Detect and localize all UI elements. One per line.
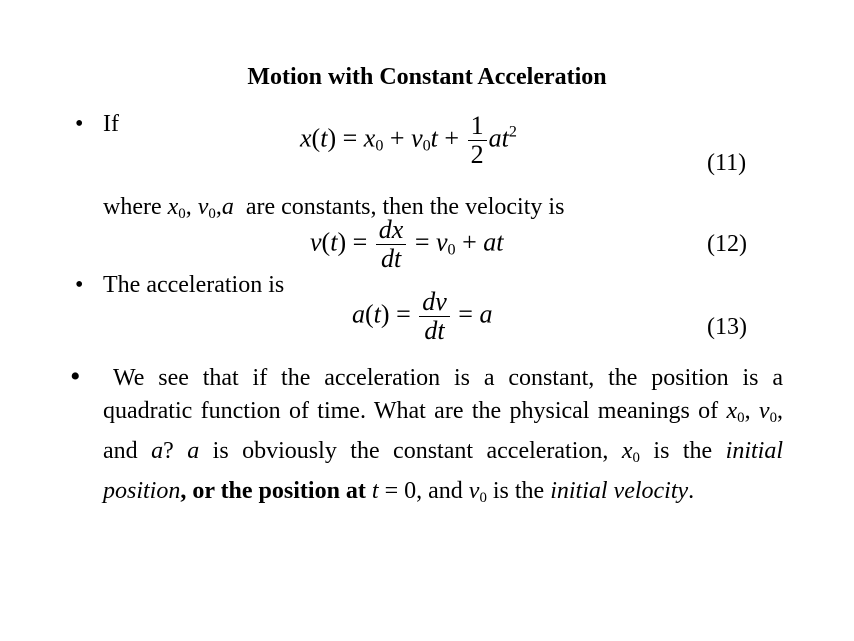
equation-position: $x(t) = x_0 + v_0t$ + $\frac{1}{2}$ $at^2$ [300, 111, 517, 169]
item-1-lead: If [103, 111, 119, 137]
equation-number-12: (12) [707, 231, 747, 257]
item-1-continuation: where $x_0$, $v_0,a$ are constants, then the velocity is [103, 194, 565, 222]
term-initial-velocity: initial velocity [550, 478, 689, 504]
page-title: Motion with Constant Acceleration [247, 64, 607, 90]
bullet-1: • [75, 111, 84, 137]
bullet-2: • [75, 272, 84, 298]
item-3-paragraph: • We see that if the acceleration is a constant, the position is a quadratic function of time. What are the physical meanings of $x_0$, $v_0$, and a? a is obviously the constant acceleration, $x_0$ is the initial position, or the position at t = 0, and $v_0$ is the initial velocity. [70, 360, 783, 506]
bullet-3: • [70, 360, 81, 393]
term-initial-position: initial position [103, 438, 783, 504]
equation-number-13: (13) [707, 314, 747, 340]
item-2-lead: The acceleration is [103, 272, 285, 298]
equation-number-11: (11) [707, 150, 747, 176]
equation-acceleration: a(t) = $\frac{dv}{dt}$ = a [352, 287, 493, 345]
equation-velocity: v(t) = $\frac{dx}{dt}$ = $v_0$ + at [310, 215, 504, 273]
